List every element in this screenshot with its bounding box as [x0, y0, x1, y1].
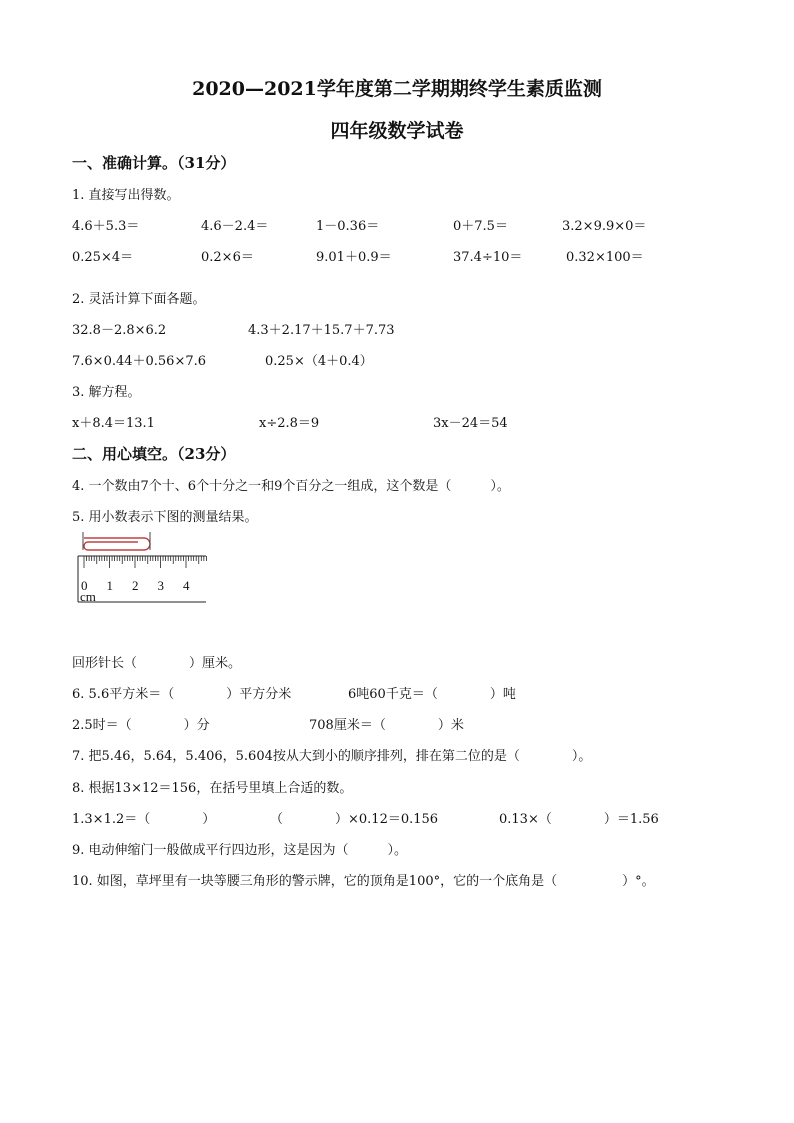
ruler-figure	[72, 530, 212, 610]
q1-item: 0.32×100＝	[566, 250, 644, 265]
q2-item: 32.8－2.8×6.2	[72, 323, 167, 338]
section-1-heading: 一、准确计算。（31分）	[72, 154, 236, 172]
q2-item: 4.3＋2.17＋15.7＋7.73	[248, 323, 395, 338]
q3-prompt: 3. 解方程。	[72, 385, 141, 400]
paper-clip-icon	[83, 532, 150, 550]
q1-item: 0.2×6＝	[201, 250, 254, 265]
exam-subtitle: 四年级数学试卷	[330, 120, 464, 142]
q1-item: 0.25×4＝	[72, 250, 134, 265]
q8-item: （ ）×0.12＝0.156	[270, 812, 439, 827]
q3-item: 3x－24＝54	[433, 416, 508, 431]
q2-item: 0.25×（4＋0.4）	[265, 354, 373, 369]
q1-item: 0＋7.5＝	[453, 219, 508, 234]
exam-title: 2020—2021学年度第二学期期终学生素质监测	[192, 78, 602, 100]
ruler-unit-label: cm	[80, 589, 96, 604]
q3-item: x＋8.4＝13.1	[72, 416, 155, 431]
q6-item: 6. 5.6平方米＝（ ）平方分米	[72, 687, 292, 702]
q1-prompt: 1. 直接写出得数。	[72, 188, 180, 203]
q1-item: 3.2×9.9×0＝	[562, 219, 647, 234]
q6-item: 2.5时＝（ ）分	[72, 718, 210, 733]
q10-text: 10. 如图，草坪里有一块等腰三角形的警示牌，它的顶角是100°，它的一个底角是（ ）°。	[72, 874, 655, 889]
q6-item: 708厘米＝（ ）米	[309, 718, 464, 733]
q7-text: 7. 把5.46，5.64，5.406，5.604按从大到小的顺序排列，排在第二位的是（ ）。	[72, 749, 592, 764]
q1-item: 9.01＋0.9＝	[316, 250, 392, 265]
q1-item: 37.4÷10＝	[453, 250, 523, 265]
ruler-label-1: 1	[106, 578, 113, 593]
ruler-label-2: 2	[132, 578, 139, 593]
q8-item: 1.3×1.2＝（ ）	[72, 812, 216, 827]
q6-item: 6吨60千克＝（ ）吨	[348, 687, 516, 702]
ruler-label-4: 4	[183, 578, 190, 593]
q1-item: 4.6－2.4＝	[201, 219, 269, 234]
ruler-label-3: 3	[157, 578, 164, 593]
q9-text: 9. 电动伸缩门一般做成平行四边形，这是因为（ ）。	[72, 843, 408, 858]
q8-item: 0.13×（ ）＝1.56	[499, 812, 659, 827]
q5-prompt: 5. 用小数表示下图的测量结果。	[72, 510, 258, 525]
q8-prompt: 8. 根据13×12＝156，在括号里填上合适的数。	[72, 781, 353, 796]
q1-item: 4.6＋5.3＝	[72, 219, 140, 234]
q2-item: 7.6×0.44＋0.56×7.6	[72, 354, 207, 369]
q5-answer: 回形针长（ ）厘米。	[72, 656, 242, 671]
q4-text: 4. 一个数由7个十、6个十分之一和9个百分之一组成，这个数是（ ）。	[72, 479, 510, 494]
q3-item: x÷2.8＝9	[259, 416, 320, 431]
q2-prompt: 2. 灵活计算下面各题。	[72, 292, 206, 307]
section-2-heading: 二、用心填空。（23分）	[72, 445, 236, 463]
ruler-label-0: 0	[81, 578, 88, 593]
q1-item: 1－0.36＝	[316, 219, 380, 234]
